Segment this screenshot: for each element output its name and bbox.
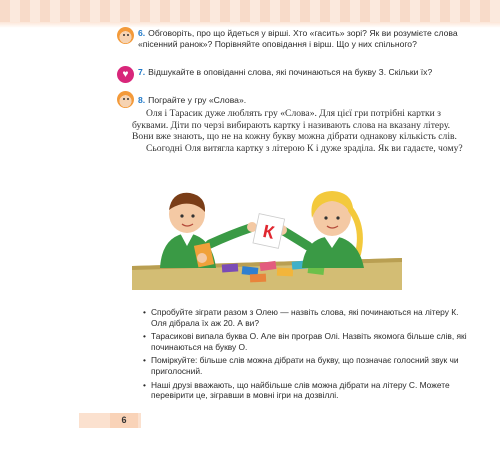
decorative-top-band xyxy=(0,0,500,22)
table-card xyxy=(277,268,293,277)
task-8 xyxy=(138,95,468,106)
list-item: • Поміркуйте: більше слів можна дібрати на букву, що позначає голосний звук чи приголосний. xyxy=(143,355,473,376)
task-number: 6. xyxy=(138,28,146,38)
list-item: • Тарасикові випала буква О. Але він програв Олі. Назвіть якомога більше слів, які починаються на букву О. xyxy=(143,331,473,352)
discussion-icon xyxy=(117,91,134,108)
girl-figure xyxy=(277,191,364,268)
story-paragraph: Оля і Тарасик дуже люблять гру «Слова». Для цієї гри потрібні картки з буквами. Діти по черзі вибирають картку і називають слова на вказану літеру. Вони вже знають, що не на кожну букву можна дібрати однакову кількість слів. xyxy=(132,108,457,143)
bullet-list xyxy=(143,307,473,404)
story-text xyxy=(132,108,472,154)
story-paragraph: Сьогодні Оля витягла картку з літерою К і дуже зраділа. Як ви гадаєте, чому? xyxy=(146,142,463,154)
task-7 xyxy=(138,67,468,78)
table-card xyxy=(250,274,266,283)
letter-card xyxy=(253,214,285,249)
card-letter: К xyxy=(261,221,277,243)
discussion-icon xyxy=(117,27,134,44)
page-number: 6 xyxy=(110,413,138,428)
list-item: • Наші друзі вважають, що найбільше слів можна дібрати на літеру С. Можете перевірити це, зігравши в мовні ігри на дозвіллі. xyxy=(143,380,473,401)
table-card xyxy=(222,263,239,272)
heart-icon: ♥ xyxy=(117,66,134,83)
task-6 xyxy=(138,28,468,50)
task-number: 8. xyxy=(138,95,146,105)
task-number: 7. xyxy=(138,67,146,77)
task-text: Пограйте у гру «Слова». xyxy=(148,95,247,105)
boy-figure xyxy=(160,193,257,268)
task-text: Обговоріть, про що йдеться у вірші. Хто «гасить» зорі? Як ви розумієте слова «пісенний ранок»? Порівняйте оповідання і вірш. Що у них спільного? xyxy=(138,28,458,49)
task-text: Відшукайте в оповіданні слова, які починаються на букву З. Скільки їх? xyxy=(148,67,433,77)
list-item: • Спробуйте зіграти разом з Олею — назвіть слова, які починаються на літеру К. Оля дібрала їх аж 20. А ви? xyxy=(143,307,473,328)
children-playing-illustration xyxy=(132,188,402,290)
